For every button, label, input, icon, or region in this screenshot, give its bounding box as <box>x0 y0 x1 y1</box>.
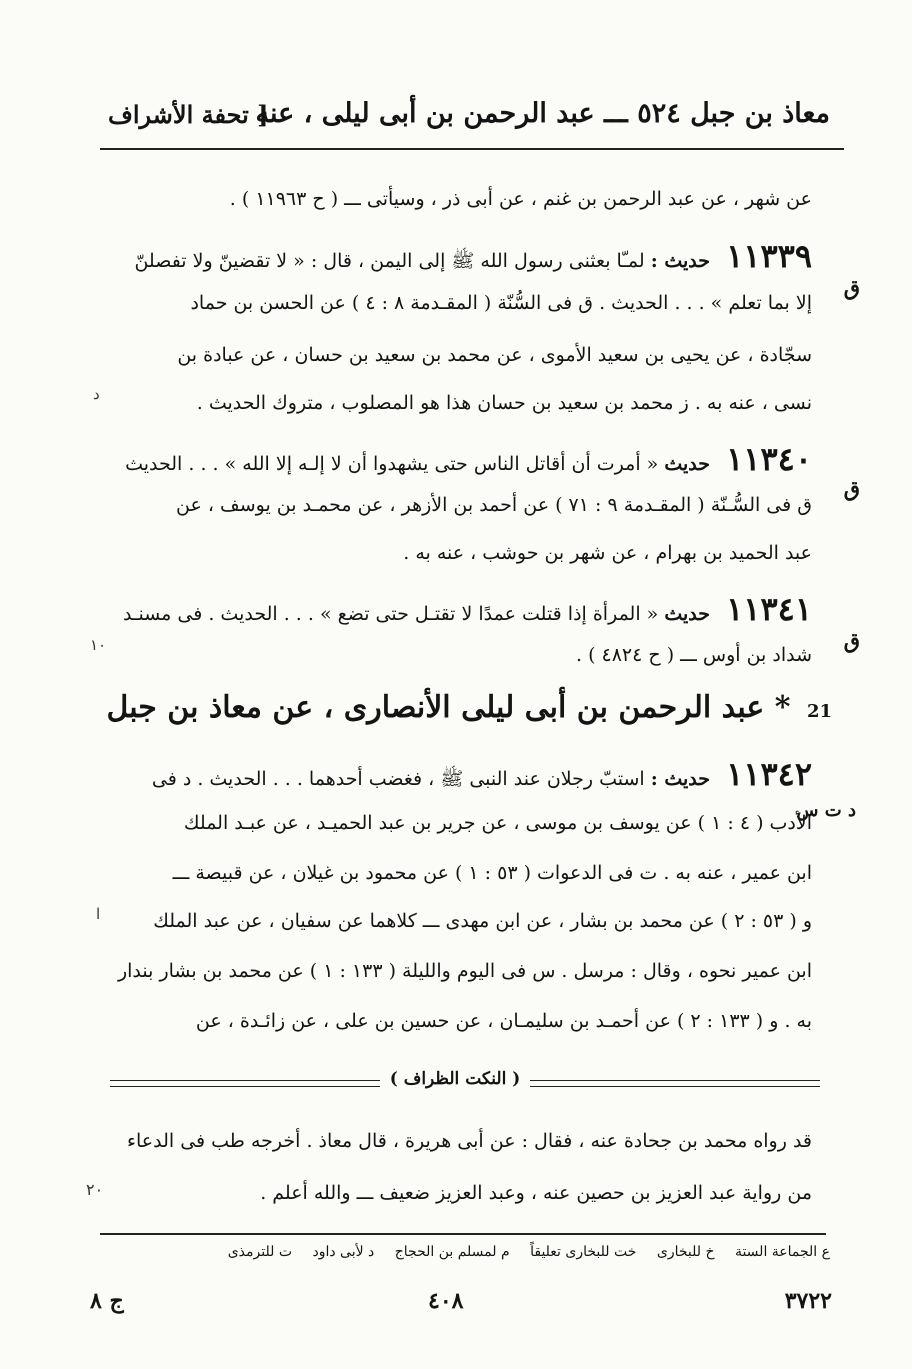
hadith-label: حديث : <box>650 250 711 272</box>
abbreviation: م لمسلم بن الحجاج <box>394 1244 510 1260</box>
text-line: إلا بما تعلم » . . . الحديث . ق فى السُّنّة ( المقـدمة ٨ : ٤ ) عن الحسن بن حماد <box>190 292 812 314</box>
divider-rule-left <box>110 1080 380 1087</box>
text-line: الأدب ( ٤ : ١ ) عن يوسف بن موسى ، عن جرير بن عبد الحميـد ، عن عبـد الملك <box>183 812 812 834</box>
hadith-label: حديث <box>664 603 711 625</box>
margin-siglum: ق <box>843 476 860 501</box>
hadith-label: حديث <box>664 453 711 475</box>
margin-siglum: د ت س <box>796 800 856 821</box>
divider-rule-right <box>530 1080 820 1087</box>
margin-siglum: ق <box>843 628 860 653</box>
text-line: ابن عمير ، عنه به . ت فى الدعوات ( ٥٣ : ١ ) عن محمود بن غيلان ، عن قبيصة ـــ <box>172 862 812 884</box>
margin-mark: ا <box>96 905 101 923</box>
text-line: عبد الحميد بن بهرام ، عن شهر بن حوشب ، عنه به . <box>403 542 812 564</box>
page-number: ٤٠٨ <box>428 1288 464 1314</box>
chapter-star: * <box>774 690 791 725</box>
text-line: عن شهر ، عن عبد الرحمن بن غنم ، عن أبى ذر ، وسيأتى ـــ ( ح ١١٩٦٣ ) . <box>229 188 812 210</box>
line-number-10: ١٠ <box>90 636 107 654</box>
hadith-entry: ١١٣٤٠ حديث « أمرت أن أقاتل الناس حتى يشهدوا أن لا إلـه إلا الله » . . . الحديث <box>125 440 812 478</box>
text-line: ابن عمير نحوه ، وقال : مرسل . س فى اليوم والليلة ( ١٣٣ : ١ ) عن محمد بن بشار بندار <box>117 960 812 982</box>
abbreviation: خ للبخارى <box>656 1244 715 1260</box>
nukat-line: من رواية عبد العزيز بن حصين عنه ، وعبد العزيز ضعيف ـــ والله أعلم . <box>260 1182 812 1204</box>
nukat-line: قد رواه محمد بن جحادة عنه ، فقال : عن أبى هريرة ، قال معاذ . أخرجه طب فى الدعاء <box>127 1130 812 1152</box>
abbreviation: ع الجماعة الستة <box>734 1244 830 1260</box>
hadith-label: حديث : <box>650 768 711 790</box>
abbreviation: خت للبخارى تعليقاً <box>530 1244 637 1260</box>
header-rule <box>100 148 844 150</box>
nukat-title: ( النكت الظراف ) <box>389 1069 521 1089</box>
book-title: [ تحفة الأشراف <box>108 100 269 129</box>
text-line: و ( ٥٣ : ٢ ) عن محمد بن بشار ، عن ابن مهدى ـــ كلاهما عن سفيان ، عن عبد الملك <box>153 910 812 932</box>
margin-siglum: ق <box>843 275 860 300</box>
abbreviation: ت للترمذى <box>227 1244 293 1260</box>
text-line: به . و ( ١٣٣ : ٢ ) عن أحمـد بن سليمـان ، عن حسين بن على ، عن زائـدة ، عن <box>195 1010 812 1032</box>
chapter-heading <box>107 690 832 725</box>
hadith-entry: ١١٣٣٩ حديث : لمـّا بعثنى رسول الله ﷺ إلى اليمن ، قال : « لا تقضينّ ولا تفصلنّ <box>134 237 812 275</box>
abbreviations-key <box>212 1244 830 1260</box>
line-number-20: ٢٠ <box>86 1180 104 1199</box>
sequence-number: ٣٧٢٢ <box>784 1288 832 1314</box>
hadith-number: ١١٣٣٩ <box>726 237 812 275</box>
hadith-number: ١١٣٤١ <box>726 590 812 628</box>
hadith-number: ١١٣٤٢ <box>726 755 812 793</box>
hadith-entry: ١١٣٤١ حديث « المرأة إذا قتلت عمدًا لا تقتـل حتى تضع » . . . الحديث . فى مسنـد <box>122 590 812 628</box>
text-line: سجّادة ، عن يحيى بن سعيد الأموى ، عن محمد بن سعيد بن حسان ، عن عبادة بن <box>177 344 812 366</box>
abbreviation: د لأبى داود <box>312 1244 375 1260</box>
margin-mark: د <box>93 385 100 403</box>
text-line: شداد بن أوس ـــ ( ح ٤٨٢٤ ) . <box>575 644 812 666</box>
footnote-rule <box>100 1233 826 1235</box>
text-line: نسى ، عنه به . ز محمد بن سعيد بن حسان هذا هو المصلوب ، متروك الحديث . <box>196 392 812 414</box>
chapter-number: 21 <box>806 701 832 722</box>
volume-number: ج ٨ <box>90 1288 124 1314</box>
hadith-number: ١١٣٤٠ <box>726 440 812 478</box>
text-line: ق فى السُّـنّة ( المقـدمة ٩ : ٧١ ) عن أحمد بن الأزهر ، عن محمـد بن يوسف ، عن <box>176 494 812 516</box>
hadith-entry: ١١٣٤٢ حديث : استبّ رجلان عند النبى ﷺ ، فغضب أحدهما . . . الحديث . د فى <box>151 755 812 793</box>
running-title: معاذ بن جبل ٥٢٤ ـــ عبد الرحمن بن أبى ليلى ، عنه <box>255 98 830 129</box>
chapter-title: عبد الرحمن بن أبى ليلى الأنصارى ، عن معاذ بن جبل <box>106 690 765 725</box>
